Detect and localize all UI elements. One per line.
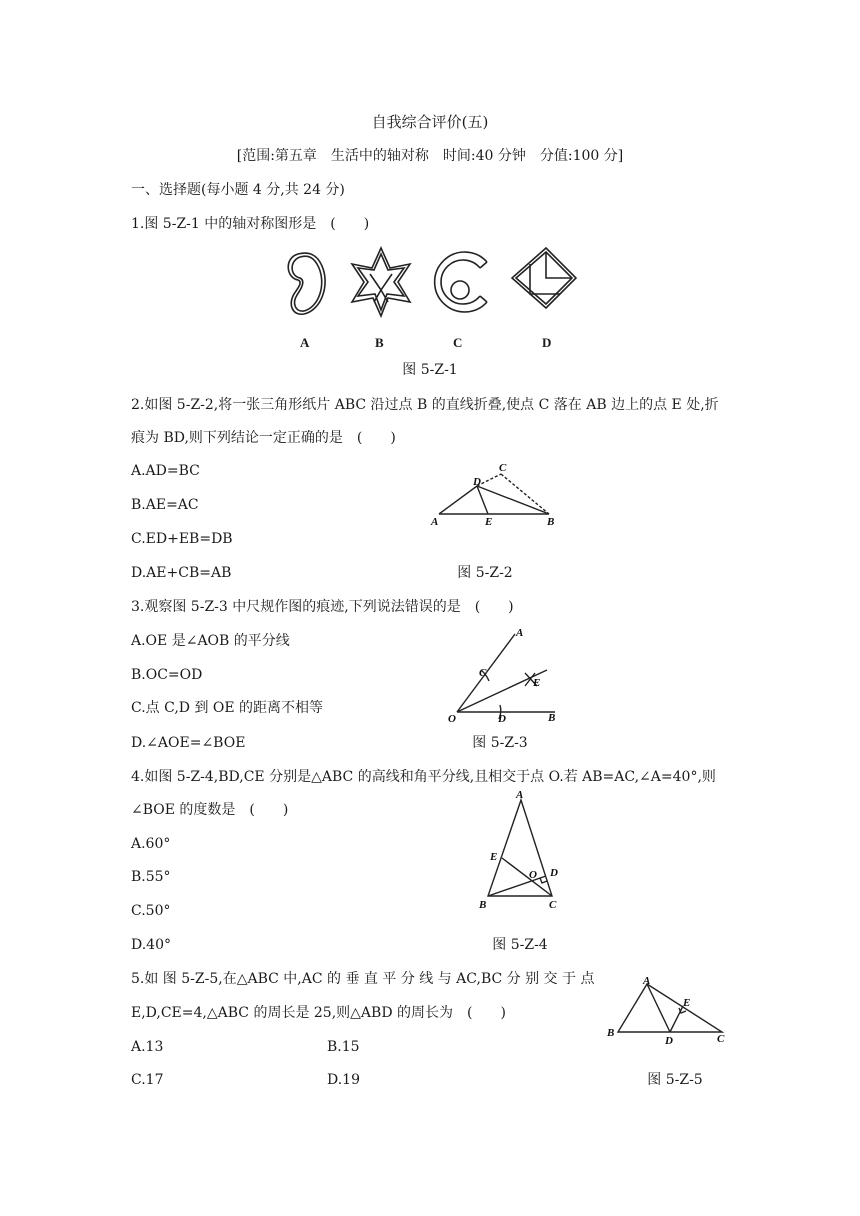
q5-point-b: B [607,1027,615,1039]
q3-option-c: C.点 C,D 到 OE 的距离不相等 [131,700,324,716]
q5-option-b: B.15 [327,1039,360,1055]
q3-caption: 图 5-Z-3 [472,735,528,751]
q1-shape-a [288,253,325,314]
q4-point-a: A [516,789,524,801]
q4-stem-line1: 4.如图 5-Z-4,BD,CE 分别是△ABC 的高线和角平分线,且相交于点 O.若 AB=AC,∠A=40°,则 [131,769,716,785]
q5-stem-line1: 5.如 图 5-Z-5,在△ABC 中,AC 的 垂 直 平 分 线 与 AC,BC 分 别 交 于 点 [131,971,595,987]
page-title: 自我综合评价(五) [371,113,489,131]
q4-option-c: C.50° [131,903,171,919]
q2-option-d: D.AE+CB=AB [131,565,232,581]
q5-figure [600,972,736,1048]
q3-point-d: D [498,713,506,725]
q4-stem-line2: ∠BOE 的度数是 ( ) [131,802,289,818]
q2-point-d: D [473,476,481,488]
q3-figure [445,626,565,726]
q3-point-a: A [516,627,524,639]
q2-figure [425,458,565,530]
q4-point-c: C [549,899,557,911]
q1-label-c: C [453,335,463,350]
q2-option-b: B.AE=AC [131,497,199,513]
q4-point-o: O [529,869,537,881]
section-heading: 一、选择题(每小题 4 分,共 24 分) [131,182,345,198]
q4-point-d: D [550,867,558,879]
q4-option-a: A.60° [131,836,171,852]
q5-point-e: E [683,997,691,1009]
q2-caption: 图 5-Z-2 [457,565,513,581]
q3-point-o: O [448,713,456,725]
q5-point-a: A [643,975,651,987]
q4-point-b: B [479,899,487,911]
q2-point-b: B [547,516,555,528]
q4-option-b: B.55° [131,869,171,885]
q4-figure [470,788,570,914]
q1-label-d: D [542,335,552,350]
q5-point-c: C [717,1033,725,1045]
q2-point-a: A [431,516,439,528]
q1-shape-d [512,248,576,308]
q3-option-d: D.∠AOE=∠BOE [131,735,246,751]
q2-stem-line2: 痕为 BD,则下列结论一定正确的是 ( ) [131,430,396,446]
q3-point-c: C [479,667,487,679]
q1-label-b: B [375,335,384,350]
q5-option-a: A.13 [131,1039,164,1055]
q4-caption: 图 5-Z-4 [492,937,548,953]
q1-shape-b [352,248,410,316]
q3-option-b: B.OC=OD [131,667,203,683]
q2-option-a: A.AD=BC [131,463,200,479]
q3-stem: 3.观察图 5-Z-3 中尺规作图的痕迹,下列说法错误的是 ( ) [131,599,514,615]
q1-stem: 1.图 5-Z-1 中的轴对称图形是 ( ) [131,216,370,232]
q4-option-d: D.40° [131,937,171,953]
q3-option-a: A.OE 是∠AOB 的平分线 [131,633,290,649]
q2-point-e: E [485,516,493,528]
q5-caption: 图 5-Z-5 [647,1072,703,1088]
page-subtitle: [范围:第五章 生活中的轴对称 时间:40 分钟 分值:100 分] [236,148,624,164]
q1-shape-c [435,252,487,312]
q2-stem-line1: 2.如图 5-Z-2,将一张三角形纸片 ABC 沿过点 B 的直线折叠,使点 C 落在 AB 边上的点 E 处,折 [131,397,719,413]
q5-stem-line2: E,D,CE=4,△ABC 的周长是 25,则△ABD 的周长为 ( ) [131,1005,506,1021]
q4-point-e: E [490,851,498,863]
q2-option-c: C.ED+EB=DB [131,531,233,547]
q2-point-c: C [499,462,507,474]
q1-label-a: A [300,335,310,350]
q5-point-d: D [665,1035,673,1047]
q1-caption: 图 5-Z-1 [402,362,458,378]
q5-option-d: D.19 [327,1072,360,1088]
q3-point-b: B [548,712,556,724]
q5-option-c: C.17 [131,1072,164,1088]
q3-point-e: E [533,677,541,689]
